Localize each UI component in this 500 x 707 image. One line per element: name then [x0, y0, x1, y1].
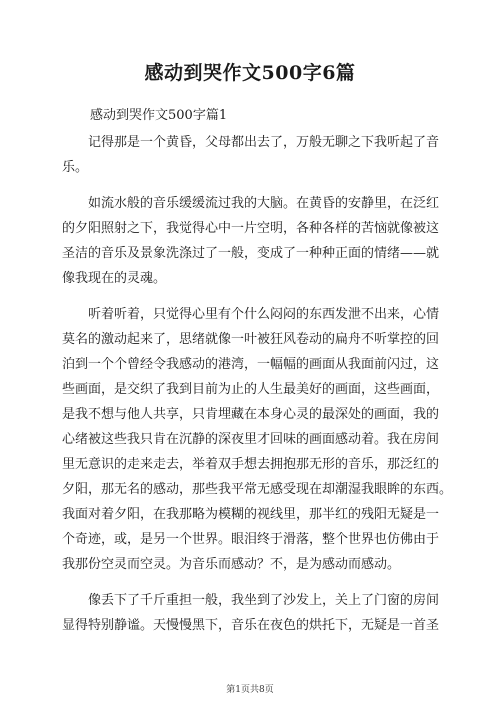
text-line: 些画面，是交织了我到目前为止的人生最美好的画面，这些画面，: [62, 382, 440, 397]
text-line: 我面对着夕阳，在我那略为模糊的视线里，那半红的残阳无疑是一: [62, 507, 440, 522]
document-body: [62, 130, 453, 649]
text-line: 显得特别静谧。天慢慢黑下，音乐在夜色的烘托下，无疑是一首圣: [62, 618, 440, 633]
text-line: 我那份空灵而空灵。为音乐而感动？不，是为感动而感动。: [62, 557, 401, 572]
text-line: 里无意识的走来走去，举着双手想去拥抱那无形的音乐，那泛红的: [62, 457, 440, 472]
page-footer: 第1页共8页: [226, 685, 274, 695]
text-line: 如流水般的音乐缓缓流过我的大脑。在黄昏的安静里，在泛红: [88, 196, 440, 211]
section-heading: 感动到哭作文500字篇1: [90, 108, 228, 123]
text-line: 莫名的激动起来了，思绪就像一叶被狂风卷动的扁舟不听掌控的回: [62, 332, 440, 347]
text-line: 的夕阳照射之下，我觉得心中一片空明，各种各样的苦恼就像被这: [62, 221, 440, 236]
text-line: 听着听着，只觉得心里有个什么闷闷的东西发泄不出来，心情: [88, 307, 440, 322]
paragraph: [62, 191, 442, 291]
paragraph: [62, 130, 442, 180]
text-line: 泊到一个个曾经令我感动的港湾，一幅幅的画面从我面前闪过，这: [62, 357, 440, 372]
text-line: 夕阳，那无名的感动，那些我平常无感受现在却潮湿我眼眸的东西。: [62, 482, 453, 497]
document-title: 感动到哭作文500字6篇: [144, 62, 356, 84]
text-line: 乐。: [62, 160, 89, 175]
text-line: 像丢下了千斤重担一般，我坐到了沙发上，关上了门窗的房间: [88, 593, 440, 608]
text-line: 心绪被这些我只肯在沉静的深夜里才回味的画面感动着。我在房间: [62, 432, 440, 447]
text-line: 是我不想与他人共享，只肯埋藏在本身心灵的最深处的画面，我的: [62, 407, 440, 422]
paragraph: [62, 588, 442, 638]
text-line: 个奇迹，或，是另一个世界。眼泪终于滑落，整个世界也仿佛由于: [62, 532, 440, 547]
text-line: 记得那是一个黄昏，父母都出去了，万般无聊之下我听起了音: [88, 135, 440, 150]
text-line: 像我现在的灵魂。: [62, 271, 167, 286]
paragraph: [62, 302, 453, 577]
text-line: 圣洁的音乐及景象洗涤过了一般，变成了一种种正面的情绪——就: [62, 246, 440, 261]
